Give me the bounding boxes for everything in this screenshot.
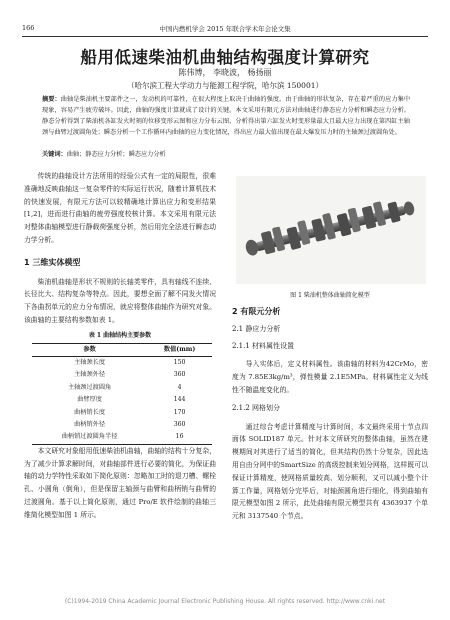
- table-cell: 主轴颈外径: [74, 371, 106, 379]
- abstract-text: 曲轴是柴油机主要部件之一，发动机的可靠性，在很大程度上取决于曲轴的强度。由于曲轴的形状复杂，存在着严重的应力集中现象，容易产生疲劳破坏。因此，曲轴的强度计算就成了设计的关键。本文采用有限元方法对曲轴进行静态应力分析和瞬态应力分析。静态分析得到了柴油机各缸发火时刻的位移变形云图和应力分布云图，分析得出第六缸发火时变形量最大且最大应力出现在第四缸主轴颈与曲臂过渡圆角处；瞬态分析一个工作循环内曲轴的应力变化情况，得出应力最大值出现在最大爆发压力时的主轴颈过渡圆角处。: [42, 96, 411, 136]
- table-cell: 144: [173, 396, 186, 404]
- table-row: [32, 369, 212, 381]
- table-header-cell: 数值(mm): [147, 343, 212, 356]
- table-cell: 曲柄销过渡圆角半径: [32, 431, 147, 444]
- keywords-label: 关键词：: [42, 151, 67, 158]
- table-row: [32, 419, 212, 431]
- subsection-2-1-1: 2.1.1 材料属性设置: [232, 341, 295, 350]
- table-cell: 4: [177, 383, 182, 391]
- table-caption: 表 1 曲轴结构主要参数: [88, 331, 152, 339]
- section-2-heading: 2 有限元分析: [232, 307, 281, 316]
- paragraph-2-1-2: 通过综合考虑计算精度与计算时间，本文最终采用十节点四面体 SOLID187 单元。针对本文所研究的整体曲轴，虽然在建模期间对其进行了适当的简化，但其结构仍然十分复杂，因此选用自由分网中的SmartSize 的高级控制来划分网格，这样既可以保证计算精度，使网格质量较高、划分顺利，又可以减小整个计算工作量，网格划分完毕后，对轴颈圆角进行细化，得到曲轴有限元模型如图 2 所示，此处曲轴有限元模型共有 4363937 个单元和 3137540 个节点。: [232, 422, 428, 521]
- keywords: [42, 149, 410, 158]
- table-cell: 170: [173, 408, 186, 416]
- intro-paragraph: 传统的曲轴设计方法所用的经验公式有一定的局限性，很难准确地反映曲轴这一复杂零件的实际运行状况，随着计算机技术的快速发展，有限元方法可以较精确地计算出应力和变形结果[1,2]，进而进行曲轴的疲劳强度校核计算。本文采用有限元法对整体曲轴模型进行静载荷强度分析，然后用完全法进行瞬态动力学分析。: [24, 172, 216, 244]
- table-cell: 主轴颈过渡圆角: [67, 383, 112, 391]
- table-cell: 150: [173, 358, 186, 366]
- after-table-paragraph: 本文研究对象船用低速柴油机曲轴，曲轴的结构十分复杂，为了减少计算求解时间，对曲轴部件进行必要的简化，为保证曲轴的动力学特性采取如下简化原则：忽略加工时的退刀槽、螺栓孔、小圆角（倒角），但是保留主轴颈与曲臂和曲柄销与曲臂的过渡圆角。基于以上简化原则，通过 Pro/E 软件绘制的曲轴三维简化模型如图 1 所示。: [24, 446, 216, 519]
- table-row: [32, 431, 212, 444]
- affiliation: （哈尔滨工程大学动力与能源工程学院，哈尔滨 150001）: [126, 81, 323, 90]
- left-column: [24, 170, 216, 522]
- table-cell: 16: [147, 431, 212, 444]
- abstract-label: 摘要：: [42, 96, 61, 103]
- table-cell: 360: [173, 371, 186, 379]
- table-row: [32, 394, 212, 406]
- table-row: [32, 356, 212, 369]
- table-row: [32, 382, 212, 394]
- running-title: 中国内燃机学会 2015 年联合学术年会论文集: [159, 25, 291, 33]
- authors: 陈伟博， 李晓波， 杨扬丽: [178, 68, 272, 77]
- table-header-cell: 参数: [32, 343, 147, 356]
- crankshaft-model-image: [236, 176, 426, 284]
- subsection-2-1-2: 2.1.2 网格划分: [232, 403, 281, 412]
- parameter-table: [32, 343, 212, 445]
- running-header: [22, 22, 428, 37]
- table-row: [32, 407, 212, 419]
- keywords-text: 曲轴；静态应力分析；瞬态应力分析: [66, 151, 166, 158]
- figure-caption: 图 1 柴油机整体曲轴简化模型: [290, 292, 370, 299]
- table-cell: 曲柄销长度: [74, 408, 106, 416]
- table-cell: 360: [173, 421, 186, 428]
- table-cell: 曲柄销外径: [74, 421, 106, 428]
- section-1-heading: 1 三维实体模型: [24, 257, 81, 267]
- copyright-footer: (C)1994-2019 China Academic Journal Electronic Publishing House. All rights reserved. http://www.cnki.net: [64, 598, 386, 605]
- abstract: [42, 94, 410, 138]
- right-column: [232, 306, 428, 523]
- table-header-row: [32, 343, 212, 356]
- paragraph-2-1-1: 导入实体后，定义材料属性。该曲轴的材料为42CrMo，密度为 7.85E3kg/m³，弹性模量 2.1E5MPa。材料属性定义为线性不随温度变化的。: [232, 360, 428, 394]
- page-number: 166: [22, 24, 35, 32]
- subsection-2-1: 2.1 静应力分析: [232, 324, 281, 333]
- table-cell: 曲臂厚度: [77, 396, 102, 404]
- crankshaft-model-figure: [236, 176, 426, 284]
- table-cell: 主轴颈长度: [74, 358, 106, 366]
- paper-title: 船用低速柴油机曲轴结构强度计算研究: [80, 48, 370, 67]
- section-1-paragraph: 柴油机曲轴是形状不规则的长轴类零件，具有轴线不连续、长径比大、结构复杂等特点。因此，要想全面了解不同发火情况下各曲拐单元的应力分布情况，就应将整体曲轴作为研究对象。该曲轴的主要结构参数如表 1。: [24, 277, 216, 324]
